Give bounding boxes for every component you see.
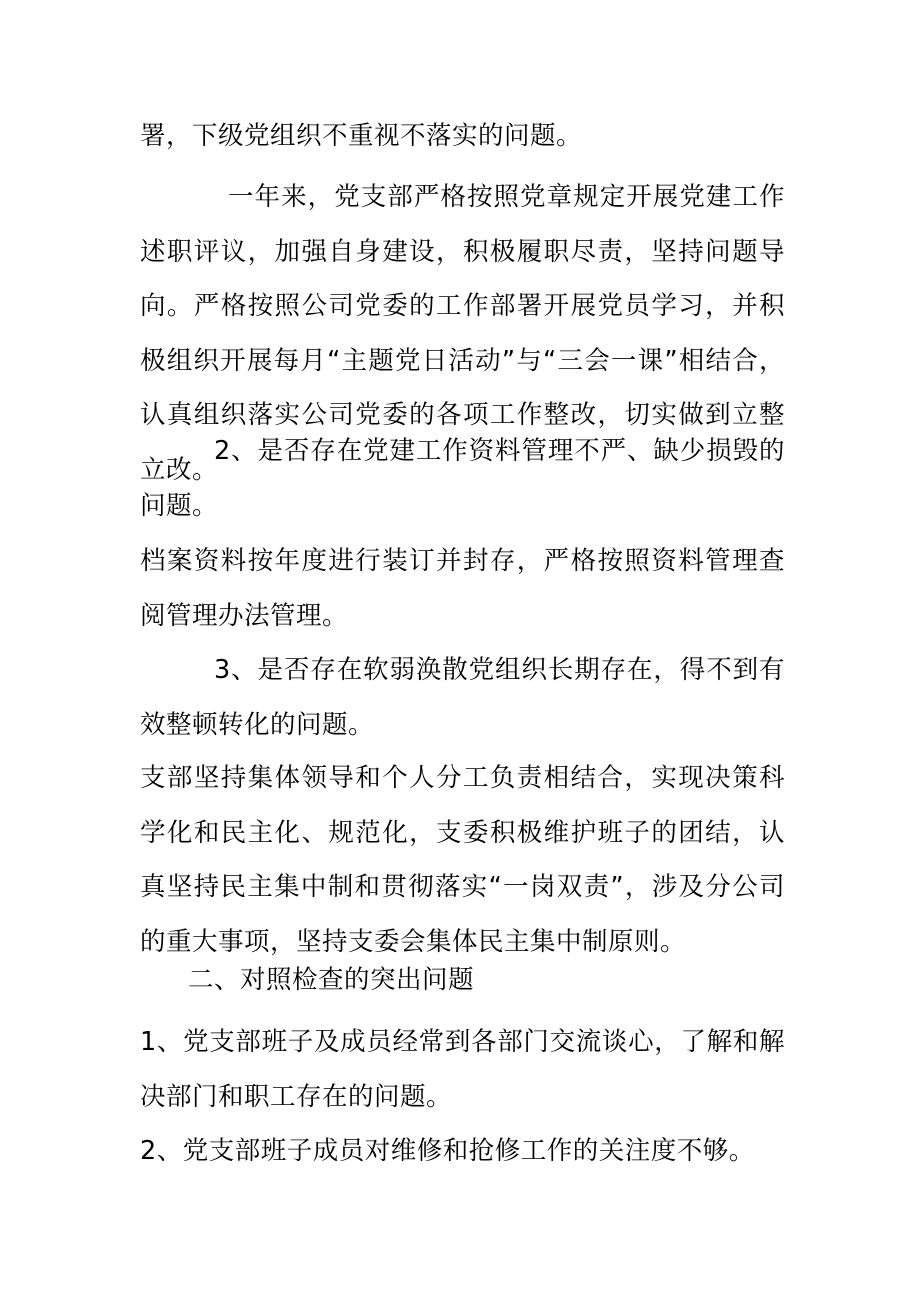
problem-item-1: 1、党支部班子及成员经常到各部门交流谈心，了解和解决部门和职工存在的问题。	[140, 1027, 785, 1112]
problem-item-2: 2、党支部班子成员对维修和抢修工作的关注度不够。	[140, 1136, 755, 1166]
paragraph-archive-management: 档案资料按年度进行装订并封存，严格按照资料管理查阅管理办法管理。	[140, 546, 785, 631]
paragraph-collective-leadership: 支部坚持集体领导和个人分工负责相结合，实现决策科学化和民主化、规范化，支委积极维护班子的团结，认真坚持民主集中制和贯彻落实“一岗双责”，涉及分公司的重大事项，坚持支委会集体民主集中制原则。	[140, 763, 785, 957]
question-3-heading: 3、是否存在软弱涣散党组织长期存在，得不到有效整顿转化的问题。	[140, 655, 785, 740]
question-2-heading: 2、是否存在党建工作资料管理不严、缺少损毁的问题。	[140, 436, 785, 521]
paragraph-party-branch-work: 一年来，党支部严格按照党章规定开展党建工作述职评议，加强自身建设，积极履职尽责，坚持问题导向。严格按照公司党委的工作部署开展党员学习，并积极组织开展每月“主题党日活动”与“三会一课”相结合，认真组织落实公司党委的各项工作整改，切实做到立整立改。	[140, 182, 785, 485]
section-heading-problems: 二、对照检查的突出问题	[188, 965, 475, 995]
paragraph-continuation: 署，下级党组织不重视不落实的问题。	[140, 121, 583, 151]
